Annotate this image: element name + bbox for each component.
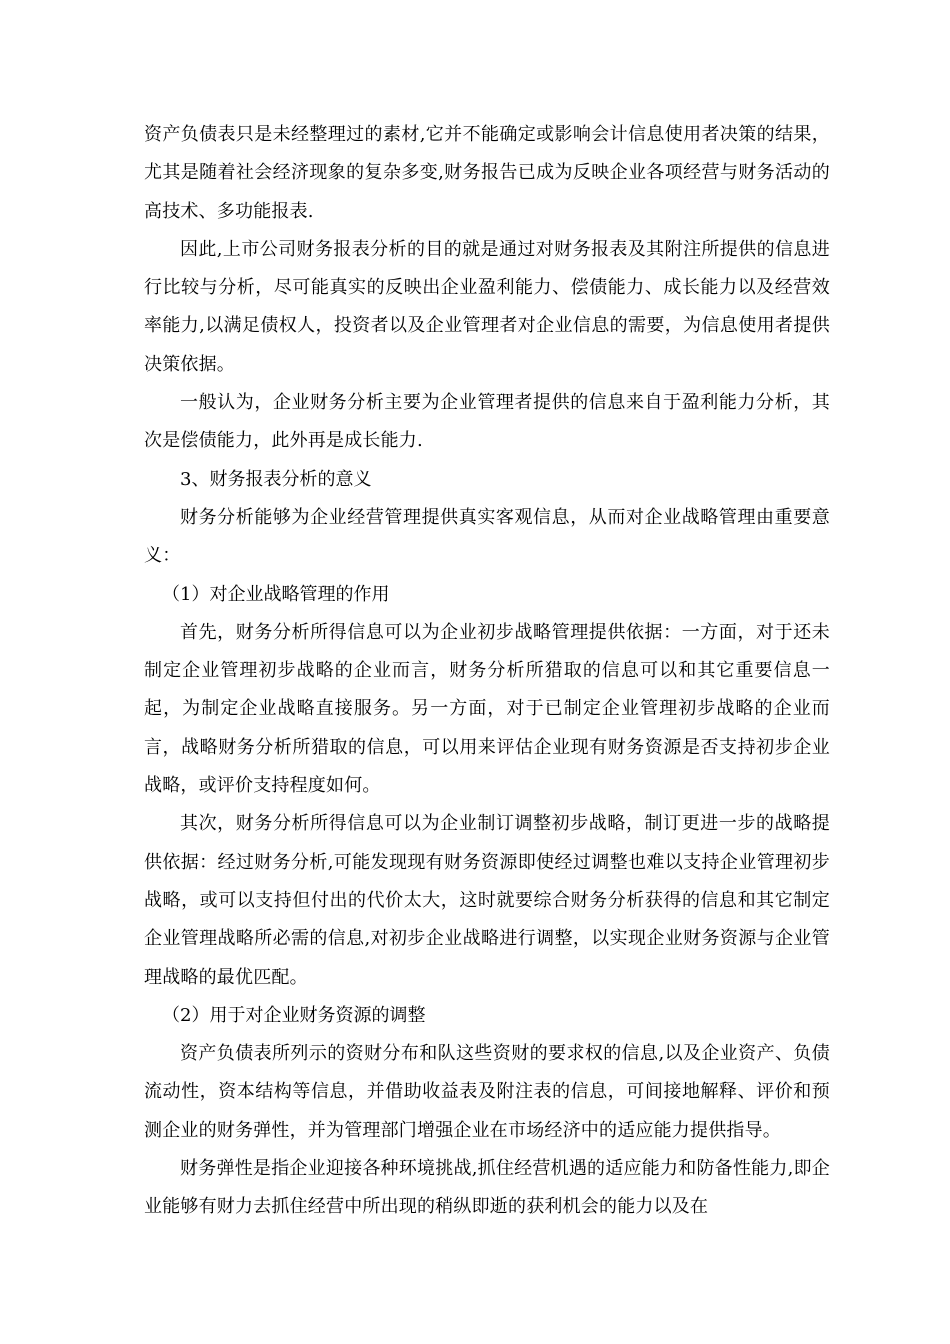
paragraph-purpose: 因此,上市公司财务报表分析的目的就是通过对财务报表及其附注所提供的信息进行比较与分析，尽可能真实的反映出企业盈利能力、偿债能力、成长能力以及经营效率能力,以满足债权人，投资者以及企业管理者对企业信息的需要，为信息使用者提供决策依据。 [144,238,830,375]
paragraph-firstly: 首先，财务分析所得信息可以为企业初步战略管理提供依据：一方面，对于还未制定企业管理初步战略的企业而言，财务分析所猎取的信息可以和其它重要信息一起，为制定企业战略直接服务。另一方面，对于已制定企业管理初步战略的企业而言，战略财务分析所猎取的信息，可以用来评估企业现有财务资源是否支持初步企业战略，或评价支持程度如何。 [144,621,830,797]
paragraph-balance-sheet: 资产负债表所列示的资财分布和队这些资财的要求权的信息,以及企业资产、负债流动性，资本结构等信息，并借助收益表及附注表的信息，可间接地解释、评价和预测企业的财务弹性，并为管理部门增强企业在市场经济中的适应能力提供指导。 [144,1043,830,1141]
paragraph-general-view: 一般认为，企业财务分析主要为企业管理者提供的信息来自于盈利能力分析，其次是偿债能力，此外再是成长能力. [144,392,830,452]
document-body [144,116,830,1227]
paragraph-continued: 资产负债表只是未经整理过的素材,它并不能确定或影响会计信息使用者决策的结果，尤其是随着社会经济现象的复杂多变,财务报告已成为反映企业各项经营与财务活动的高技术、多功能报表. [144,124,830,222]
subheading-resource-adjustment: （2）用于对企业财务资源的调整 [162,1004,426,1026]
paragraph-financial-flexibility: 财务弹性是指企业迎接各种环境挑战,抓住经营机遇的适应能力和防备性能力,即企业能够有财力去抓住经营中所出现的稍纵即逝的获利机会的能力以及在 [144,1158,830,1218]
paragraph-significance-intro: 财务分析能够为企业经营管理提供真实客观信息，从而对企业战略管理由重要意义： [144,506,830,567]
paragraph-secondly: 其次，财务分析所得信息可以为企业制订调整初步战略，制订更进一步的战略提供依据：经过财务分析,可能发现现有财务资源即使经过调整也难以支持企业管理初步战略，或可以支持但付出的代价太大，这时就要综合财务分析获得的信息和其它制定企业管理战略所必需的信息,对初步企业战略进行调整，以实现企业财务资源与企业管理战略的最优匹配。 [144,813,830,988]
subheading-strategy-role: （1）对企业战略管理的作用 [162,583,390,605]
section-heading-significance: 3、财务报表分析的意义 [180,468,372,490]
